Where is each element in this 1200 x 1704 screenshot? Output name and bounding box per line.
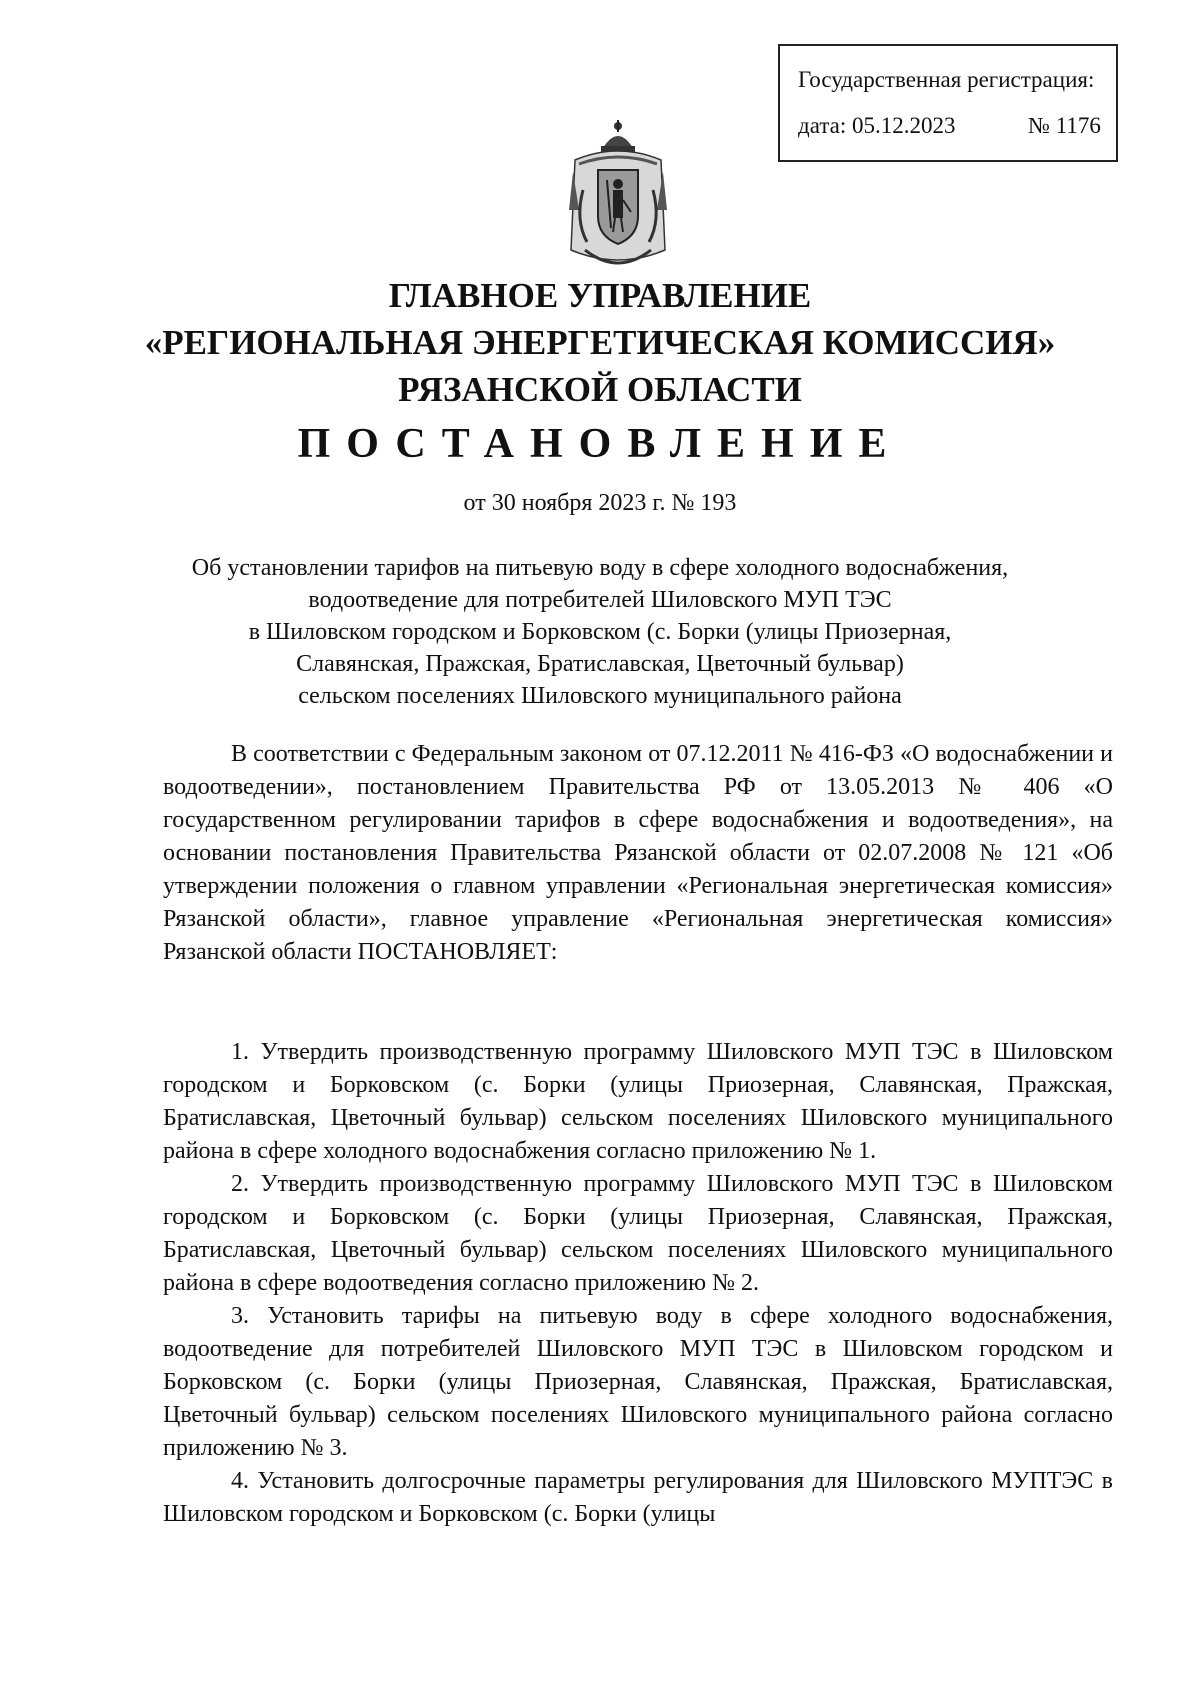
decree-items — [163, 1036, 1113, 1531]
subject-line: Славянская, Пражская, Братиславская, Цветочный бульвар) — [296, 651, 904, 677]
preamble — [163, 738, 1113, 969]
registration-number: № 1176 — [1028, 113, 1101, 138]
issuer-line-3: РЯЗАНСКОЙ ОБЛАСТИ — [398, 370, 802, 409]
decree-item-2: 2. Утвердить производственную программу Шиловского МУП ТЭС в Шиловском городском и Борковском (с. Борки (улицы Приозерная, Славянская, Пражская, Братиславская, Цветочный бульвар) сельском поселениях Шиловского муниципального района в сфере водоотведения согласно приложению № 2. — [163, 1171, 1113, 1296]
registration-details — [798, 112, 1116, 140]
issuer-line-2: «РЕГИОНАЛЬНАЯ ЭНЕРГЕТИЧЕСКАЯ КОМИССИЯ» — [144, 323, 1056, 362]
decree-item-4: 4. Установить долгосрочные параметры регулирования для Шиловского МУПТЭС в Шиловском городском и Борковском (с. Борки (улицы — [163, 1468, 1113, 1527]
registration-title: Государственная регистрация: — [798, 67, 1095, 92]
registration-stamp — [778, 44, 1118, 162]
decree-title: ПОСТАНОВЛЕНИЕ — [297, 421, 903, 467]
registration-date: дата: 05.12.2023 — [798, 113, 956, 138]
preamble-paragraph: В соответствии с Федеральным законом от 07.12.2011 № 416-ФЗ «О водоснабжении и водоотведении», постановлением Правительства РФ от 13.05.2013 № 406 «О государственном регулировании тарифов в сфере водоснабжения и водоотведения», на основании постановления Правительства Рязанской области от 02.07.2008 № 121 «Об утверждении положения о главном управлении «Региональная энергетическая комиссия» Рязанской области», главное управление «Региональная энергетическая комиссия» Рязанской области ПОСТАНОВЛЯЕТ: — [163, 741, 1113, 965]
issuer-line-1: ГЛАВНОЕ УПРАВЛЕНИЕ — [388, 276, 812, 315]
subject-line: водоотведение для потребителей Шиловского МУП ТЭС — [308, 587, 892, 613]
decree-subject — [100, 552, 1100, 712]
issuer-heading — [100, 272, 1100, 413]
subject-line: в Шиловском городском и Борковском (с. Борки (улицы Приозерная, — [248, 619, 952, 645]
subject-line: сельском поселениях Шиловского муниципального района — [298, 683, 902, 709]
subject-line: Об установлении тарифов на питьевую воду в сфере холодного водоснабжения, — [191, 555, 1009, 581]
decree-item-3: 3. Установить тарифы на питьевую воду в сфере холодного водоснабжения, водоотведение для потребителей Шиловского МУП ТЭС в Шиловском городском и Борковском (с. Борки (улицы Приозерная, Славянская, Пражская, Братиславская, Цветочный бульвар) сельском поселениях Шиловского муниципального района согласно приложению № 3. — [163, 1303, 1113, 1461]
ryazan-coat-of-arms-icon — [565, 120, 671, 276]
decree-date: от 30 ноября 2023 г. № 193 — [463, 490, 737, 516]
decree-item-1: 1. Утвердить производственную программу Шиловского МУП ТЭС в Шиловском городском и Борковском (с. Борки (улицы Приозерная, Славянская, Пражская, Братиславская, Цветочный бульвар) сельском поселениях Шиловского муниципального района в сфере холодного водоснабжения согласно приложению № 1. — [163, 1039, 1113, 1164]
